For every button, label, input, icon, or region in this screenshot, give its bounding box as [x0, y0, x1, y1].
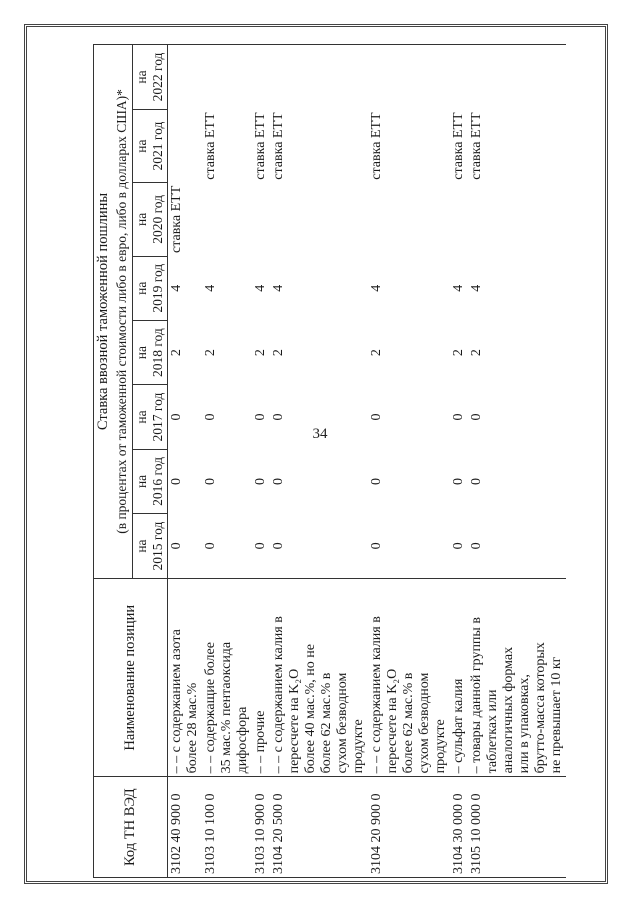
header-year-prefix: на: [134, 539, 149, 553]
tariff-table: [93, 44, 566, 878]
row-rate-6: [468, 183, 566, 256]
header-year-5: [133, 256, 168, 320]
row-rate-5: 4: [253, 284, 268, 292]
row-name-text: – сульфат калия: [451, 678, 466, 774]
row-rate-7: ставка ЕТТ: [203, 112, 218, 180]
table-row: [468, 45, 566, 878]
table-body: [168, 45, 567, 878]
row-rate-1: 0: [253, 542, 268, 550]
row-rate-5: 4: [203, 284, 218, 292]
row-rate-3: 0: [469, 413, 484, 421]
row-rate-5: 4: [369, 284, 384, 292]
header-year-label: 2018 год: [150, 328, 165, 378]
row-rate-3: 0: [369, 413, 384, 421]
header-year-prefix: на: [134, 70, 149, 84]
row-rate-5: 4: [169, 284, 184, 292]
row-name-text: – – содержащие более 35 мас.% пентаоксида дифосфора: [203, 641, 250, 774]
table-row: [168, 45, 203, 878]
row-rate-3: 0: [203, 413, 218, 421]
row-code: 3104 30 000 0: [450, 777, 468, 878]
row-name-text: – – прочие: [253, 710, 268, 774]
row-rate-2: 0: [253, 477, 268, 485]
header-year-label: 2016 год: [150, 457, 165, 506]
row-rate-3: 0: [253, 413, 268, 421]
row-rate-2: 0: [169, 477, 184, 485]
row-rate-6: [202, 183, 252, 256]
row-rate-2: 0: [203, 477, 218, 485]
table-row: [450, 45, 468, 878]
row-rate-4: 2: [203, 349, 218, 357]
row-name: [168, 578, 203, 776]
header-year-prefix: на: [134, 474, 149, 489]
row-rate-3: 0: [169, 413, 184, 421]
header-year-prefix: на: [134, 139, 149, 153]
row-code: 3103 10 900 0: [252, 777, 270, 878]
row-rate-8: [252, 45, 270, 110]
row-rate-8: [450, 45, 468, 110]
row-rate-1: 0: [271, 542, 286, 550]
row-rate-7: [168, 109, 203, 182]
header-year-prefix: на: [134, 212, 149, 226]
row-name: [468, 578, 566, 776]
table-row: [202, 45, 252, 878]
row-rate-4: 2: [271, 349, 286, 357]
row-rate-7: ставка ЕТТ: [253, 112, 268, 180]
header-year-prefix: на: [134, 346, 149, 360]
row-rate-5: 4: [469, 284, 484, 292]
row-rate-6: [368, 183, 450, 256]
row-rate-3: 0: [271, 413, 286, 421]
header-year-7: [133, 109, 168, 182]
row-rate-6: ставка ЕТТ: [169, 185, 184, 254]
row-rate-1: 0: [169, 542, 184, 550]
header-code: Код ТН ВЭД: [94, 777, 168, 878]
header-year-label: 2021 год: [150, 121, 165, 171]
row-code: 3104 20 900 0: [368, 777, 450, 878]
row-rate-2: 0: [469, 477, 484, 485]
row-rate-8: [270, 45, 368, 110]
row-rate-8: [202, 45, 252, 110]
row-rate-8: [168, 45, 203, 110]
row-rate-4: 2: [169, 349, 184, 357]
row-rate-6: [270, 183, 368, 256]
row-rate-7: ставка ЕТТ: [469, 112, 484, 180]
row-rate-8: [368, 45, 450, 110]
header-year-label: 2015 год: [150, 521, 165, 571]
row-rate-7: ставка ЕТТ: [271, 112, 286, 180]
row-rate-2: 0: [451, 477, 466, 485]
page-number: 34: [312, 426, 328, 442]
table-row: [252, 45, 270, 878]
row-rate-6: [252, 183, 270, 256]
table-row: [368, 45, 450, 878]
row-rate-5: 4: [451, 284, 466, 292]
row-rate-1: 0: [451, 542, 466, 550]
row-rate-6: [450, 183, 468, 256]
row-rate-7: ставка ЕТТ: [369, 112, 384, 180]
table-header: [94, 45, 168, 878]
header-rate-subtitle: (в процентах от таможенной стоимости либо в евро, либо в долларах США)*: [113, 45, 133, 579]
header-rate-title: Ставка ввозной таможенной пошлины: [94, 45, 114, 579]
row-rate-5: 4: [271, 284, 286, 292]
row-name-text: – товары данной группы в таблетках или аналогичных формах или в упаковках, брутто-масса которых не превышает 10 кг: [469, 617, 564, 774]
header-year-prefix: на: [134, 410, 149, 424]
rotated-table-container: [93, 44, 569, 878]
rotated-table-canvas: [93, 44, 569, 878]
row-rate-7: ставка ЕТТ: [451, 112, 466, 180]
header-year-3: [133, 385, 168, 449]
header-year-label: 2022 год: [150, 52, 165, 102]
row-name: [252, 578, 270, 776]
header-year-6: [133, 183, 168, 256]
row-rate-4: 2: [369, 349, 384, 357]
header-year-prefix: на: [134, 281, 149, 295]
row-rate-1: 0: [469, 542, 484, 550]
table-row: [270, 45, 368, 878]
header-year-label: 2019 год: [150, 263, 165, 313]
header-year-label: 2020 год: [150, 194, 165, 244]
row-rate-4: 2: [451, 349, 466, 357]
row-code: 3102 40 900 0: [168, 777, 203, 878]
header-name: Наименование позиции: [94, 578, 168, 776]
row-name-text: – – с содержанием калия в пересчете на K₂O более 62 мас.% в сухом безводном продукте: [369, 616, 448, 774]
row-rate-4: 2: [253, 349, 268, 357]
row-rate-8: [468, 45, 566, 110]
row-name-text: – – с содержанием калия в пересчете на K₂O более 40 мас.%, но не более 62 мас.% в сухом безводном продукте: [271, 616, 366, 774]
row-code: 3105 10 000 0: [468, 777, 566, 878]
row-code: 3103 10 100 0: [202, 777, 252, 878]
header-year-1: [133, 514, 168, 579]
header-year-label: 2017 год: [150, 392, 165, 442]
row-name: [368, 578, 450, 776]
row-rate-3: 0: [451, 413, 466, 421]
row-code: 3104 20 500 0: [270, 777, 368, 878]
row-name: [202, 578, 252, 776]
row-name-text: – – с содержанием азота более 28 мас.%: [169, 629, 200, 774]
row-name: [450, 578, 468, 776]
header-year-2: [133, 449, 168, 513]
row-rate-2: 0: [271, 477, 286, 485]
header-year-4: [133, 320, 168, 384]
header-year-8: [133, 45, 168, 110]
row-rate-1: 0: [369, 542, 384, 550]
row-rate-2: 0: [369, 477, 384, 485]
row-rate-4: 2: [469, 349, 484, 357]
row-name: [270, 578, 368, 776]
row-rate-1: 0: [203, 542, 218, 550]
